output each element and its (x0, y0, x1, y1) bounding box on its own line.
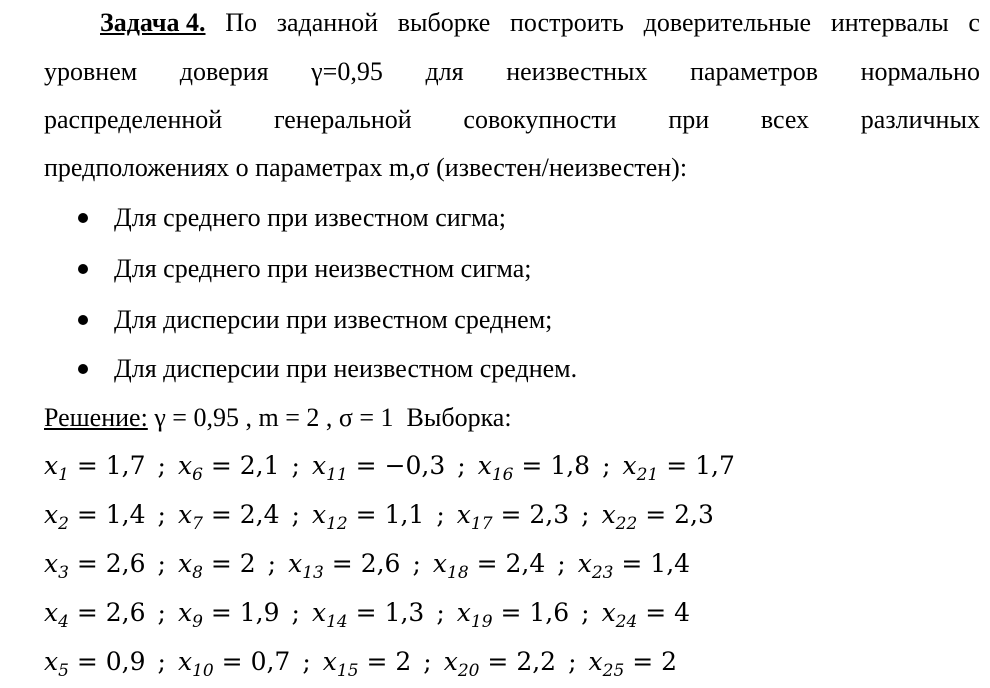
sample-index: 3 (58, 563, 69, 583)
sample-index: 18 (447, 563, 469, 583)
task-label: Задача 4. (100, 8, 206, 37)
sample-index: 23 (591, 563, 614, 583)
bullet-dot-icon (78, 213, 88, 223)
sample-index: 11 (326, 465, 348, 485)
sample-index: 6 (192, 465, 203, 485)
separator: ; (581, 598, 590, 627)
sample-index: 22 (615, 514, 638, 534)
task-word: По (225, 8, 257, 37)
bullet-dot-icon (78, 315, 88, 325)
sample-index: 10 (192, 661, 214, 681)
sample-value: $x_{17} = 2,3$ (456, 500, 570, 534)
bullet-dot-icon (78, 264, 88, 274)
sample-index: 9 (192, 612, 203, 632)
sample-number: 2,3 (529, 500, 570, 529)
separator: ; (291, 451, 300, 480)
separator: ; (291, 598, 300, 627)
sample-number: 2,4 (505, 549, 546, 578)
sample-number: 1,7 (105, 451, 146, 480)
separator: ; (267, 549, 277, 578)
sample-number: 2,6 (360, 549, 401, 578)
separator: ; (602, 451, 611, 480)
separator: ; (436, 598, 445, 627)
sample-index: 2 (58, 514, 69, 534)
sample-number: 2 (661, 647, 678, 676)
task-word: при (668, 105, 710, 134)
separator: ; (157, 549, 166, 578)
separator: ; (412, 549, 421, 578)
sample-value: $x_{24} = 4$ (601, 598, 691, 632)
sample-index: 16 (491, 465, 514, 485)
sample-value: $x_{10} = 0,7$ (177, 647, 291, 681)
task-word: γ=0,95 (311, 57, 383, 86)
task-word: неизвестных (506, 57, 648, 86)
separator: ; (581, 500, 590, 529)
bullet-dot-icon (78, 364, 88, 374)
separator: ; (157, 451, 166, 480)
sample-row (44, 647, 677, 681)
bullet-text: Для дисперсии при известном среднем; (114, 305, 553, 334)
sample-value: $x_{14} = 1,3$ (311, 598, 425, 632)
task-word: с (968, 8, 980, 37)
sample-value: $x_3 = 2,6$ (44, 549, 146, 583)
sample-number: 2,1 (239, 451, 280, 480)
task-word: распределенной (44, 105, 223, 134)
sample-number: 2,2 (516, 647, 557, 676)
separator: ; (157, 598, 166, 627)
sample-number: 0,7 (250, 647, 291, 676)
sample-value: $x_{21} = 1,7$ (622, 451, 735, 485)
bullet-text: Для среднего при известном сигма; (114, 203, 507, 232)
sample-value: $x_6 = 2,1$ (177, 451, 280, 485)
sample-number: 0,9 (105, 647, 146, 676)
task-word: построить (509, 8, 624, 37)
sample-value: $x_5 = 0,9$ (44, 647, 146, 681)
task-word: уровнем (44, 57, 138, 86)
sample-value: $x_{11} = -0,3$ (311, 451, 446, 485)
sample-index: 5 (58, 661, 69, 681)
task-word: нормально (860, 57, 980, 86)
sample-number: 1,9 (239, 598, 280, 627)
sample-index: 19 (470, 612, 493, 632)
sample-value: $x_{15} = 2$ (322, 647, 412, 681)
sample-number: 1,7 (695, 451, 735, 480)
sample-value: $x_{18} = 2,4$ (432, 549, 546, 583)
task-line-4: предположениях о параметрах m,σ (известен/неизвестен): (44, 153, 688, 182)
bullet-text: Для дисперсии при неизвестном среднем. (114, 354, 578, 383)
bullet-item (78, 254, 531, 284)
sample-value: $x_{25} = 2$ (588, 647, 678, 681)
solution-line (44, 403, 512, 433)
sample-number: 2 (395, 647, 412, 676)
sample-index: 8 (192, 563, 203, 583)
sample-value: $x_4 = 2,6$ (44, 598, 146, 632)
sample-value: $x_{16} = 1,8$ (477, 451, 591, 485)
sample-value: $x_1 = 1,7$ (44, 451, 146, 485)
sample-number: 4 (674, 598, 691, 627)
sample-number: 1,4 (650, 549, 691, 578)
sample-index: 15 (336, 661, 359, 681)
bullet-text: Для среднего при неизвестном сигма; (114, 254, 532, 283)
bullet-item (78, 203, 506, 233)
sample-number: 1,1 (384, 500, 425, 529)
task-word: всех (760, 105, 810, 134)
sample-number: 1,6 (529, 598, 570, 627)
separator: ; (157, 647, 166, 676)
separator: ; (291, 500, 300, 529)
sample-number: 2,6 (105, 598, 146, 627)
sample-index: 1 (58, 465, 69, 485)
task-word: доверия (179, 57, 269, 86)
separator: ; (302, 647, 311, 676)
sample-value: $x_8 = 2$ (177, 549, 256, 583)
sample-number: 1,4 (105, 500, 146, 529)
sample-value: $x_{23} = 1,4$ (577, 549, 691, 583)
task-word: интервалы (830, 8, 949, 37)
sample-number: −0,3 (384, 451, 446, 480)
separator: ; (568, 647, 577, 676)
sample-index: 4 (58, 612, 69, 632)
sample-number: 1,8 (550, 451, 591, 480)
solution-text: γ = 0,95 , m = 2 , σ = 1 Выборка: (147, 403, 512, 432)
sample-index: 7 (192, 514, 203, 534)
sample-value: $x_9 = 1,9$ (177, 598, 280, 632)
sample-value: $x_7 = 2,4$ (177, 500, 280, 534)
task-word: выборке (397, 8, 491, 37)
separator: ; (457, 451, 466, 480)
solution-label: Решение: (44, 403, 148, 432)
separator: ; (157, 500, 166, 529)
sample-row (44, 500, 714, 534)
separator: ; (557, 549, 566, 578)
task-word: параметров (690, 57, 819, 86)
sample-number: 2,4 (239, 500, 280, 529)
bullet-item (78, 354, 577, 384)
sample-number: 2,6 (105, 549, 146, 578)
bullet-item (78, 305, 552, 335)
task-word: для (425, 57, 464, 86)
sample-value: $x_{19} = 1,6$ (456, 598, 570, 632)
task-word: заданной (276, 8, 379, 37)
sample-index: 20 (457, 661, 480, 681)
sample-index: 24 (615, 612, 638, 632)
sample-number: 2,3 (674, 500, 714, 529)
separator: ; (423, 647, 432, 676)
task-word: доверительные (643, 8, 812, 37)
sample-value: $x_{13} = 2,6$ (288, 549, 401, 583)
task-line-3 (44, 105, 980, 135)
sample-index: 14 (326, 612, 348, 632)
separator: ; (436, 500, 445, 529)
sample-value: $x_{22} = 2,3$ (601, 500, 714, 534)
sample-number: 1,3 (384, 598, 425, 627)
sample-index: 13 (302, 563, 324, 583)
sample-index: 17 (470, 514, 493, 534)
sample-row (44, 549, 690, 583)
sample-value: $x_{12} = 1,1$ (311, 500, 425, 534)
task-line-2 (44, 57, 980, 87)
sample-value: $x_2 = 1,4$ (44, 500, 146, 534)
sample-index: 12 (326, 514, 348, 534)
sample-row (44, 598, 690, 632)
sample-number: 2 (239, 549, 256, 578)
task-word: различных (860, 105, 980, 134)
task-word: совокупности (463, 105, 617, 134)
sample-index: 25 (602, 661, 625, 681)
sample-index: 21 (636, 465, 659, 485)
task-line-1 (100, 8, 980, 38)
task-word: генеральной (273, 105, 412, 134)
sample-row (44, 451, 735, 485)
sample-value: $x_{20} = 2,2$ (443, 647, 557, 681)
